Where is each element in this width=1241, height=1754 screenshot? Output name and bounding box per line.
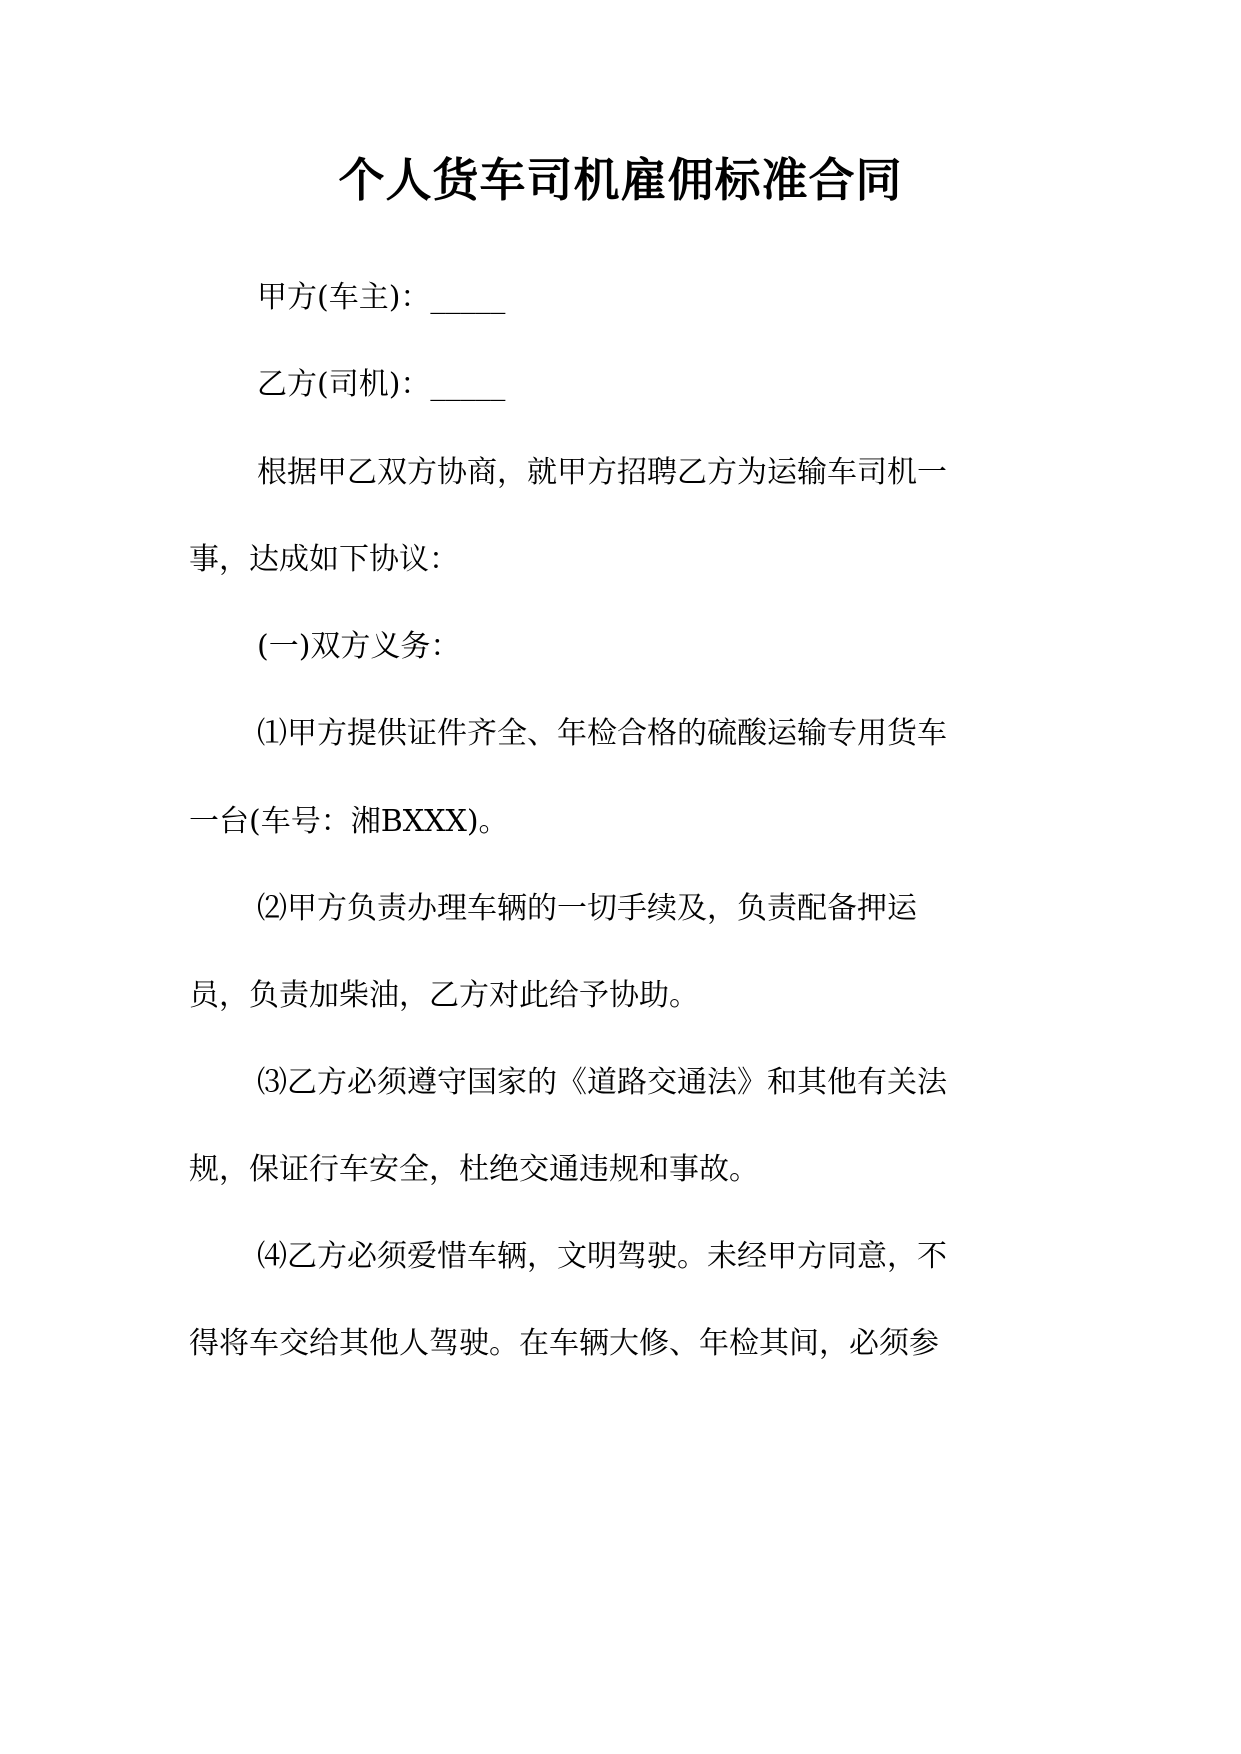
clause-1-line-1: ⑴甲方提供证件齐全、年检合格的硫酸运输专用货车 [257,716,947,751]
document-title: 个人货车司机雇佣标准合同 [338,153,903,207]
intro-paragraph-line-2: 事，达成如下协议： [189,542,459,577]
section-heading-obligations: (一)双方义务： [257,629,461,664]
clause-2-line-1: ⑵甲方负责办理车辆的一切手续及，负责配备押运 [257,891,917,926]
clause-2-line-2: 员，负责加柴油，乙方对此给予协助。 [189,978,699,1013]
intro-paragraph-line-1: 根据甲乙双方协商，就甲方招聘乙方为运输车司机一 [257,455,947,490]
party-a-line: 甲方(车主)：_____ [257,280,506,315]
clause-1-line-2: 一台(车号：湘BXXX)。 [189,804,509,839]
clause-4-line-2: 得将车交给其他人驾驶。在车辆大修、年检其间，必须参 [189,1326,939,1361]
clause-3-line-1: ⑶乙方必须遵守国家的《道路交通法》和其他有关法 [257,1065,947,1100]
clause-3-line-2: 规，保证行车安全，杜绝交通违规和事故。 [189,1152,759,1187]
clause-4-line-1: ⑷乙方必须爱惜车辆，文明驾驶。未经甲方同意，不 [257,1239,947,1274]
party-b-line: 乙方(司机)：_____ [257,367,506,402]
